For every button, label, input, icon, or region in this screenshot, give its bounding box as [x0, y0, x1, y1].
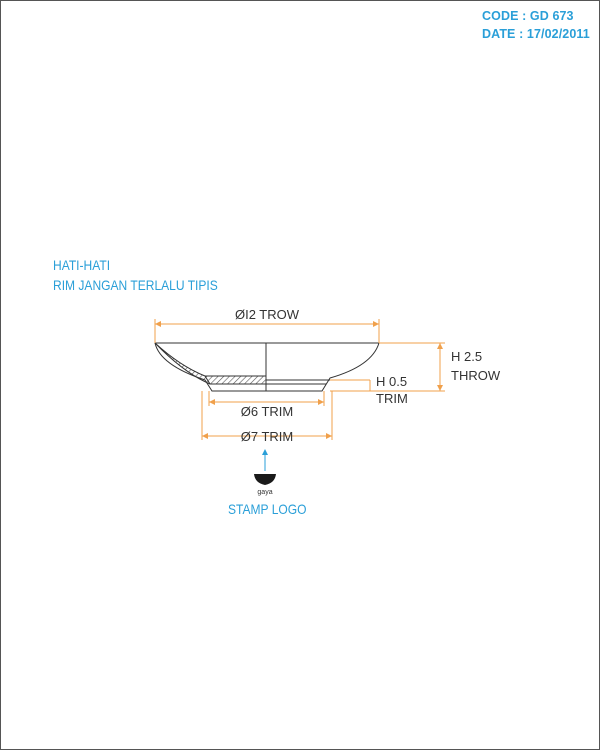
page-border: [1, 1, 600, 750]
bowl-section: [155, 343, 379, 391]
stamp-logo-shape: [254, 474, 276, 485]
stamp-arrow-head: [262, 449, 268, 455]
arrow-head: [202, 433, 208, 439]
arrow-head: [437, 343, 443, 349]
arrow-head: [318, 399, 324, 405]
arrow-head: [373, 321, 379, 327]
wall-section-hatch: [155, 343, 266, 384]
arrow-head: [155, 321, 161, 327]
warning-message: RIM JANGAN TERLALU TIPIS: [53, 277, 218, 293]
stamp-logo: [254, 474, 276, 496]
stamp-logo-text: gaya: [257, 489, 273, 496]
arrow-head: [437, 385, 443, 391]
warning-title: HATI-HATI: [53, 257, 111, 273]
arrow-head: [209, 399, 215, 405]
arrow-head: [326, 433, 332, 439]
trim7-label: Ø7 TRIM: [240, 429, 294, 444]
drawing-date: DATE : 17/02/2011: [482, 27, 590, 41]
height-trim-label: TRIM: [376, 391, 408, 406]
stamp-caption: STAMP LOGO: [228, 501, 307, 517]
height-throw-value: H 2.5: [451, 349, 483, 364]
drawing-code: CODE : GD 673: [482, 9, 574, 23]
height-trim-value: H 0.5: [376, 374, 408, 389]
trim6-label: Ø6 TRIM: [240, 404, 294, 419]
top-diameter-label: ØI2 TROW: [234, 307, 300, 322]
height-throw-label: THROW: [451, 368, 501, 383]
